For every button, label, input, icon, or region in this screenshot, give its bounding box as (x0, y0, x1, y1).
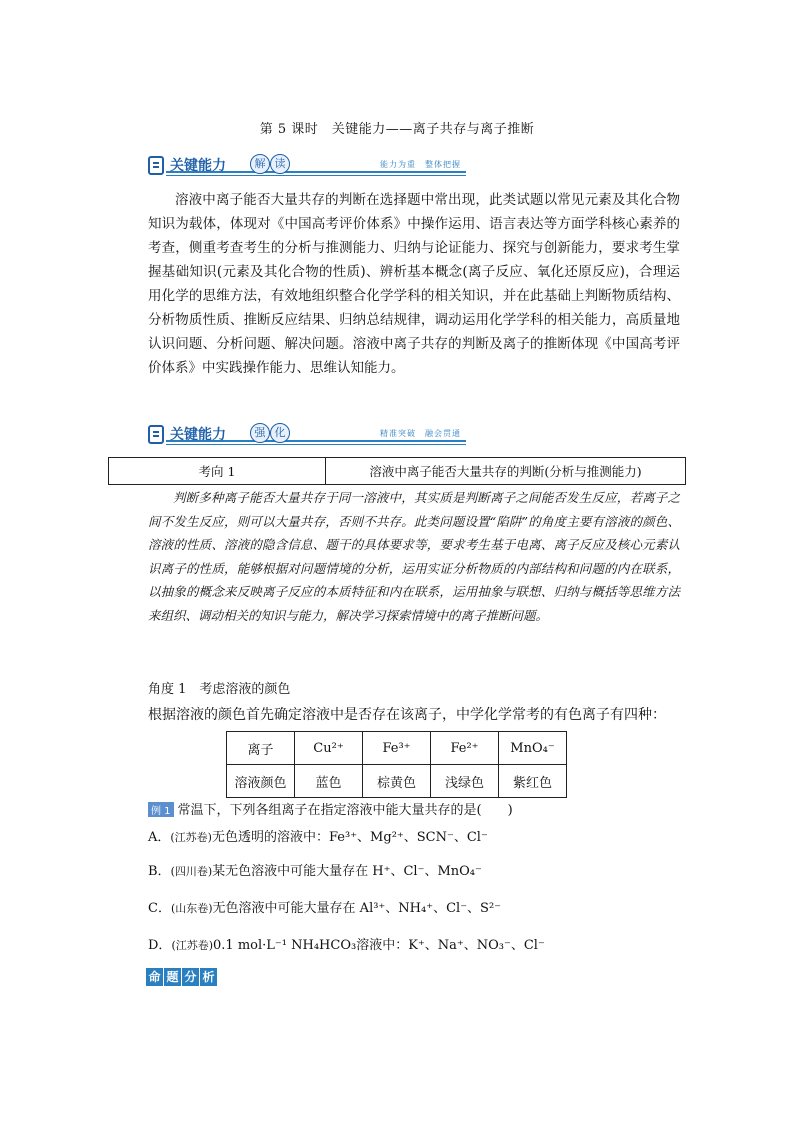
table-cell: Fe³⁺ (363, 732, 431, 765)
table-cell: 蓝色 (295, 765, 363, 798)
table-cell: 离子 (227, 732, 295, 765)
table-cell: 浅绿色 (431, 765, 499, 798)
banner-suffix: 化 (270, 423, 290, 443)
section-banner-reinforcement (148, 425, 470, 453)
option-a: A．(江苏卷)无色透明的溶液中：Fe³⁺、Mg²⁺、SCN⁻、Cl⁻ (148, 830, 488, 845)
table-row (227, 765, 567, 798)
document-icon (148, 425, 164, 444)
banner-slogan: 能力为重 整体把握 (380, 160, 461, 169)
table-cell: 棕黄色 (363, 765, 431, 798)
example-question (148, 799, 513, 818)
page-title: 第 5 课时 关键能力——离子共存与离子推断 (259, 122, 535, 137)
section-banner-interpretation (148, 156, 470, 184)
banner-label: 关键能力 (170, 158, 226, 174)
option-b: B．(四川卷)某无色溶液中可能大量存在 H⁺、Cl⁻、MnO₄⁻ (148, 864, 482, 879)
kaoxiang-label: 考向 1 (109, 458, 326, 485)
option-d: D．(江苏卷)0.1 mol·L⁻¹ NH₄HCO₃溶液中：K⁺、Na⁺、NO₃⁻、Cl⁻ (148, 938, 545, 953)
banner-label: 关键能力 (170, 427, 226, 443)
table-cell: 紫红色 (499, 765, 567, 798)
kaoxiang-title: 溶液中离子能否大量共存的判断(分析与推测能力) (326, 458, 686, 485)
example-tag: 例 1 (148, 802, 174, 817)
analysis-label: 命 题 分 析 (146, 966, 218, 986)
banner-suffix: 解 (250, 154, 270, 174)
angle-heading: 角度 1 考虑溶液的颜色 (148, 682, 291, 697)
table-row (227, 732, 567, 765)
kaoxiang-table (108, 457, 686, 485)
table-cell: 溶液颜色 (227, 765, 295, 798)
ion-color-table (226, 731, 567, 798)
angle-intro: 根据溶液的颜色首先确定溶液中是否存在该离子，中学化学常考的有色离子有四种： (148, 707, 666, 723)
table-cell: Cu²⁺ (295, 732, 363, 765)
banner-suffix: 读 (270, 154, 290, 174)
intro-paragraph: 溶液中离子能否大量共存的判断在选择题中常出现，此类试题以常见元素及其化合物知识为载体，体现对《中国高考评价体系》中操作运用、语言表达等方面学科核心素养的考查，侧重考查考生的分析与推测能力、归纳与论证能力、探究与创新能力，要求考生掌握基础知识(元素及其化合物的性质)、辨析基本概念(离子反应、氧化还原反应)，合理运用化学的思维方法，有效地组织整合化学学科的相关知识，并在此基础上判断物质结构、分析物质性质、推断反应结果、归纳总结规律，调动运用化学学科的相关能力，高质量地认识问题、分析问题、解决问题。溶液中离子共存的判断及离子的推断体现《中国高考评价体系》中实践操作能力、思维认知能力。 (148, 192, 680, 376)
question-text: 常温下，下列各组离子在指定溶液中能大量共存的是( ) (177, 803, 513, 818)
body-paragraph: 判断多种离子能否大量共存于同一溶液中，其实质是判断离子之间能否发生反应，若离子之间不发生反应，则可以大量共存，否则不共存。此类问题设置“陷阱”的角度主要有溶液的颜色、溶液的性质、溶液的隐含信息、题干的具体要求等，要求考生基于电离、离子反应及核心元素认识离子的性质，能够根据对问题情境的分析，运用实证分析物质的内部结构和问题的内在联系，以抽象的概念来反映离子反应的本质特征和内在联系，运用抽象与联想、归纳与概括等思维方法来组织、调动相关的知识与能力，解决学习探索情境中的离子推断问题。 (148, 490, 680, 623)
banner-slogan: 精准突破 融会贯通 (380, 429, 461, 438)
table-cell: Fe²⁺ (431, 732, 499, 765)
option-c: C．(山东卷)无色溶液中可能大量存在 Al³⁺、NH₄⁺、Cl⁻、S²⁻ (148, 901, 502, 916)
document-icon (148, 156, 164, 175)
banner-suffix: 强 (250, 423, 270, 443)
table-cell: MnO₄⁻ (499, 732, 567, 765)
